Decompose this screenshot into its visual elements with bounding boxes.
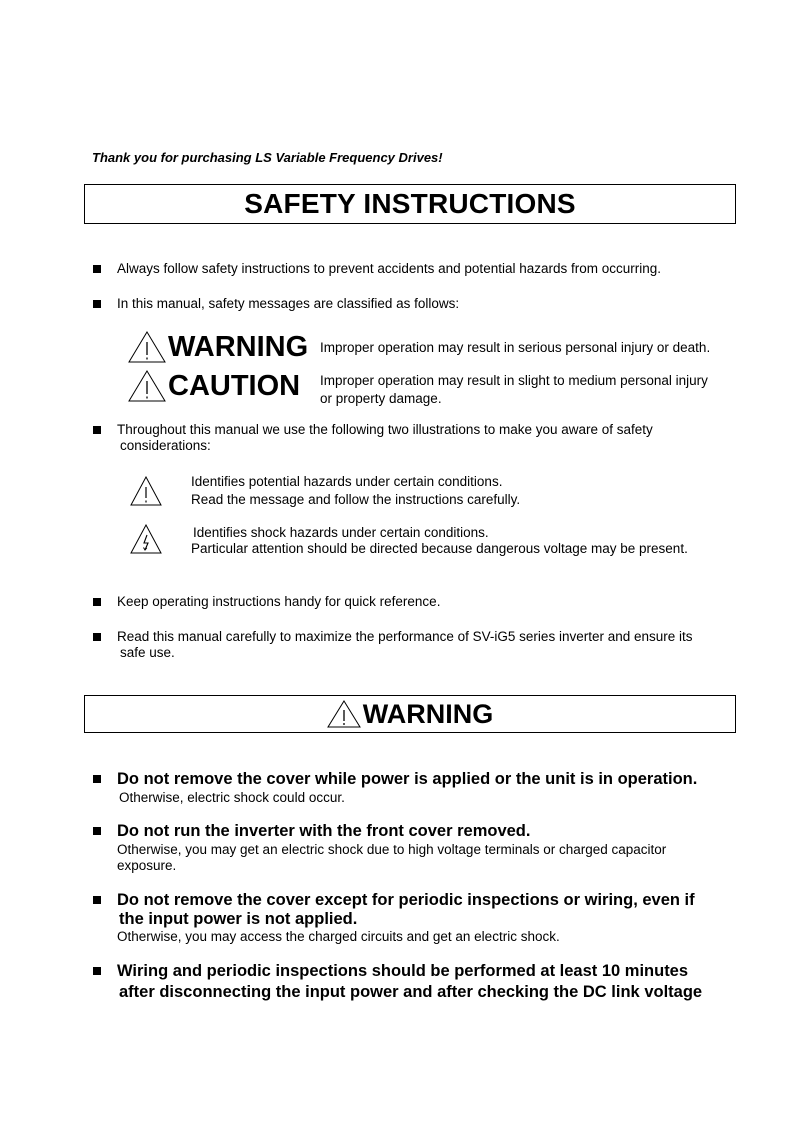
exclamation-triangle-icon	[130, 476, 162, 506]
bullet-text: Always follow safety instructions to prevent accidents and potential hazards from occurring.	[117, 261, 662, 276]
illustration-text: Particular attention should be directed because dangerous voltage may be present.	[191, 541, 688, 556]
warning-item-heading: Do not remove the cover except for periodic inspections or wiring, even if	[117, 891, 695, 909]
lightning-triangle-icon	[130, 524, 162, 554]
square-bullet-icon	[93, 265, 101, 273]
square-bullet-icon	[93, 896, 101, 904]
warning-item-detail: Otherwise, you may get an electric shock due to high voltage terminals or charged capacitor	[117, 842, 667, 857]
page-title: SAFETY INSTRUCTIONS	[244, 188, 576, 219]
illustration-text: Read the message and follow the instructions carefully.	[191, 492, 521, 507]
bullet-text: In this manual, safety messages are classified as follows:	[117, 296, 460, 311]
bullet-text: Read this manual carefully to maximize the performance of SV-iG5 series inverter and ensure its	[117, 629, 693, 644]
warning-item-heading: the input power is not applied.	[119, 910, 358, 928]
bullet-text: Throughout this manual we use the following two illustrations to make you aware of safety	[117, 422, 653, 437]
signal-desc-warning: Improper operation may result in serious personal injury or death.	[320, 340, 711, 355]
square-bullet-icon	[93, 300, 101, 308]
warning-item-detail: exposure.	[117, 858, 177, 873]
intro-thanks-text: Thank you for purchasing LS Variable Frequency Drives!	[92, 150, 443, 165]
warning-section-title: WARNING	[362, 698, 494, 729]
safety-title-box	[84, 184, 736, 224]
signal-word-caution: CAUTION	[168, 370, 301, 402]
warning-title-box	[84, 695, 736, 733]
square-bullet-icon	[93, 775, 101, 783]
square-bullet-icon	[93, 827, 101, 835]
illustration-text: Identifies potential hazards under certain conditions.	[191, 474, 503, 489]
square-bullet-icon	[93, 633, 101, 641]
warning-item-heading: after disconnecting the input power and after checking the DC link voltage	[119, 983, 703, 1001]
square-bullet-icon	[93, 598, 101, 606]
exclamation-triangle-icon	[327, 700, 361, 728]
square-bullet-icon	[93, 967, 101, 975]
exclamation-triangle-icon	[128, 331, 166, 363]
signal-desc-caution: or property damage.	[320, 391, 442, 406]
warning-item-heading: Do not remove the cover while power is applied or the unit is in operation.	[117, 770, 698, 788]
illustration-text: Identifies shock hazards under certain conditions.	[193, 525, 489, 540]
warning-item-detail: Otherwise, electric shock could occur.	[119, 790, 345, 805]
square-bullet-icon	[93, 426, 101, 434]
bullet-text: safe use.	[120, 645, 175, 660]
warning-item-heading: Do not run the inverter with the front cover removed.	[117, 822, 531, 840]
exclamation-triangle-icon	[128, 370, 166, 402]
warning-item-heading: Wiring and periodic inspections should be performed at least 10 minutes	[117, 962, 689, 980]
signal-word-warning: WARNING	[168, 331, 309, 363]
bullet-text: Keep operating instructions handy for quick reference.	[117, 594, 441, 609]
bullet-text: considerations:	[120, 438, 211, 453]
signal-desc-caution: Improper operation may result in slight to medium personal injury	[320, 373, 708, 388]
warning-item-detail: Otherwise, you may access the charged circuits and get an electric shock.	[117, 929, 560, 944]
